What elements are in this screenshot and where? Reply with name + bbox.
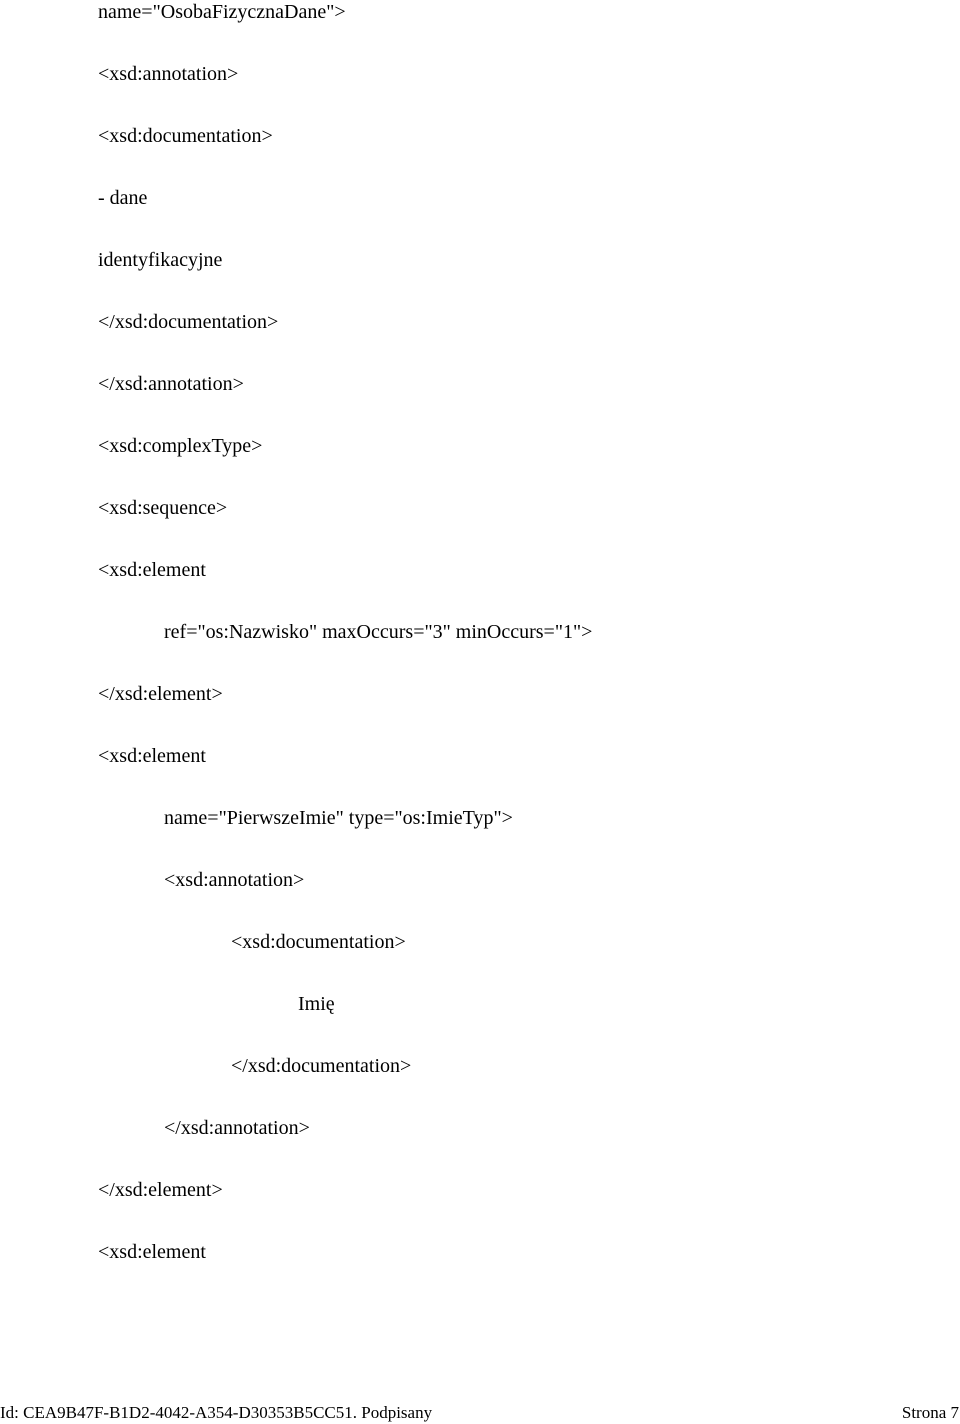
code-line: </xsd:documentation> — [98, 311, 279, 333]
footer-document-id: Id: CEA9B47F-B1D2-4042-A354-D30353B5CC51. Podpisany — [0, 1403, 433, 1422]
code-line: <xsd:documentation> — [98, 125, 273, 147]
code-line: name="PierwszeImie" type="os:ImieTyp"> — [164, 807, 513, 829]
code-line: </xsd:element> — [98, 683, 223, 705]
code-line: </xsd:element> — [98, 1179, 223, 1201]
code-line: <xsd:element — [98, 745, 206, 767]
code-line: <xsd:annotation> — [164, 869, 305, 891]
code-line: </xsd:documentation> — [231, 1055, 412, 1077]
code-line: identyfikacyjne — [98, 249, 223, 271]
code-line: - dane — [98, 187, 148, 209]
code-line: name="OsobaFizycznaDane"> — [98, 1, 346, 23]
code-line: <xsd:annotation> — [98, 63, 239, 85]
code-line: Imię — [298, 993, 335, 1015]
code-line: </xsd:annotation> — [98, 373, 244, 395]
code-line: <xsd:documentation> — [231, 931, 406, 953]
code-line: <xsd:element — [98, 559, 206, 581]
code-line: ref="os:Nazwisko" maxOccurs="3" minOccurs="1"> — [164, 621, 593, 643]
code-line: <xsd:sequence> — [98, 497, 228, 519]
code-line: <xsd:element — [98, 1241, 206, 1263]
footer-page-number: Strona 7 — [901, 1403, 959, 1422]
code-line: </xsd:annotation> — [164, 1117, 310, 1139]
code-line: <xsd:complexType> — [98, 435, 263, 457]
